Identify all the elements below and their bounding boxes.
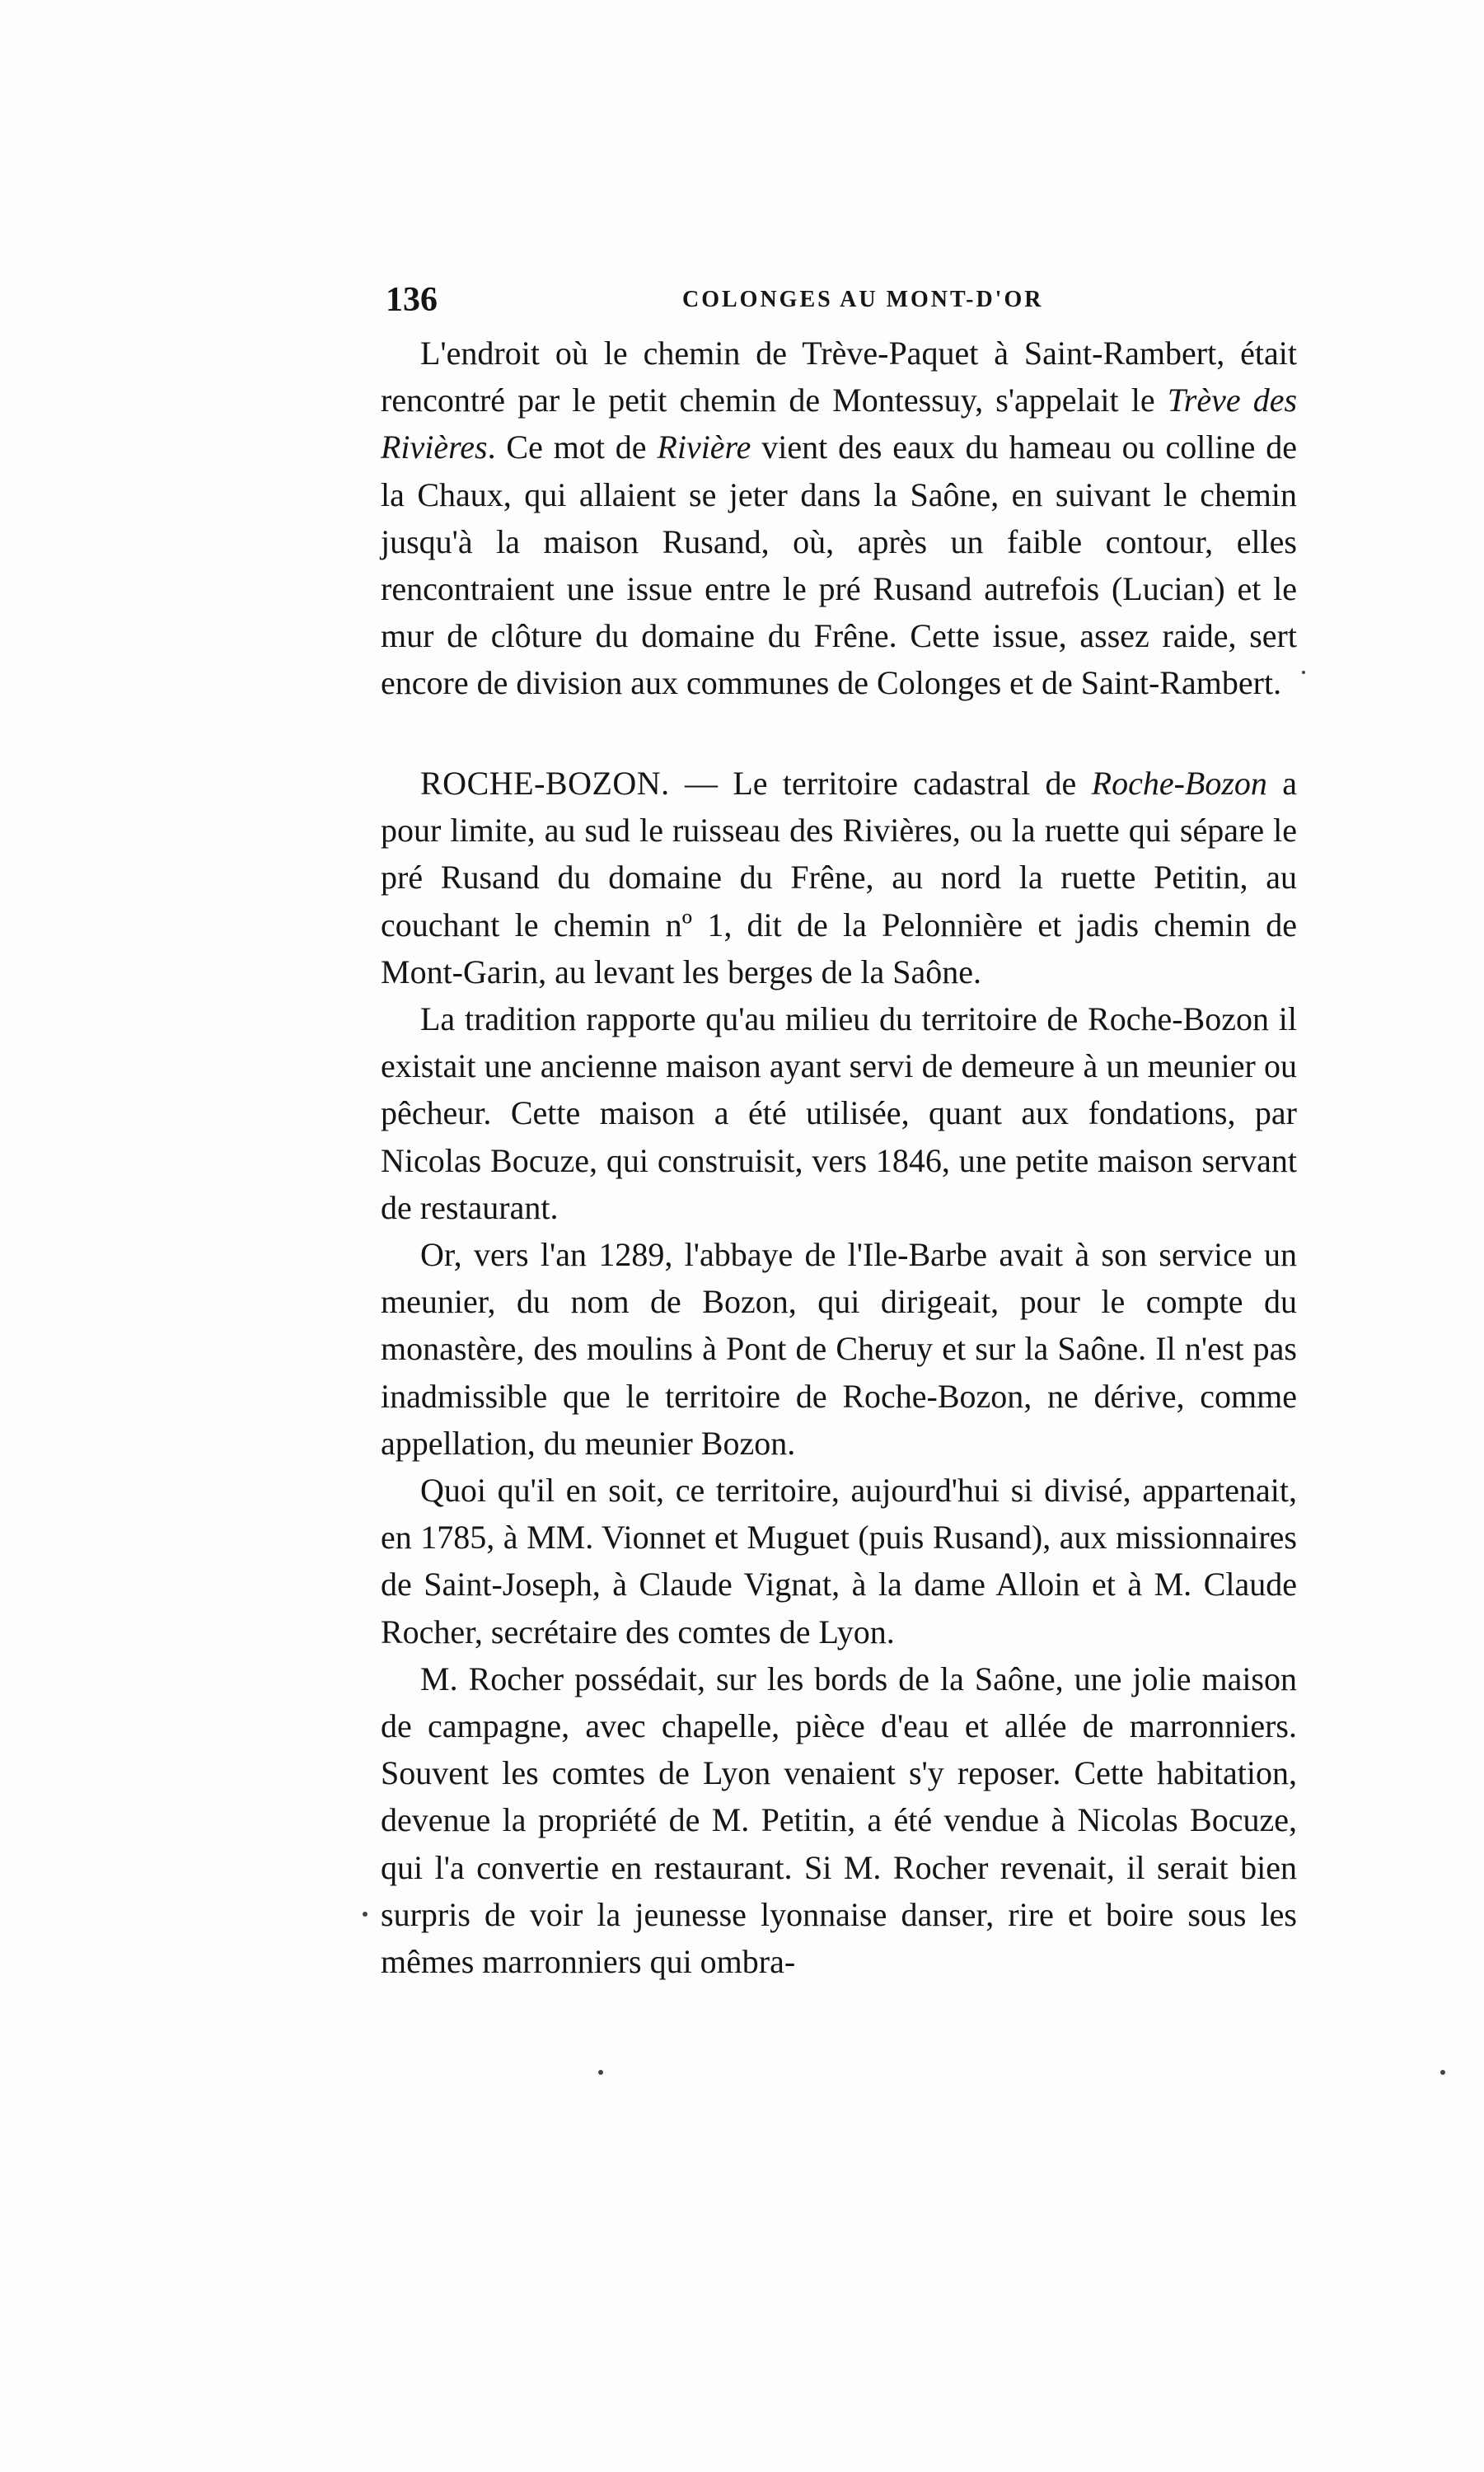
page-header (386, 280, 1300, 326)
paragraph-text: vient des eaux du hameau ou colline de la Chaux, qui allaient se jeter dans la Saône, en suivant le chemin jusqu'à la maison Rusand, où, après un faible contour, elles rencontraient une issue entre le pré Rusand autrefois (Lucian) et le mur de clôture du domaine du Frêne. Cette issue, assez raide, sert encore de division aux communes de Colonges et de Saint-Rambert. (381, 428, 1297, 702)
paragraph-abbaye: Or, vers l'an 1289, l'abbaye de l'Ile-Barbe avait à son service un meunier, du nom de Bozon, qui dirigeait, pour le compte du monastère, des moulins à Pont de Cheruy et sur la Saône. Il n'est pas inadmissible que le territoire de Roche-Bozon, ne dérive, comme appellation, du meunier Bozon. (381, 1236, 1297, 1462)
paragraph-text: L'endroit où le chemin de Trève-Paquet à Saint-Rambert, était rencontré par le petit chemin de Montessuy, s'appelait le (381, 335, 1297, 419)
paragraph-text: . Ce mot de (487, 428, 658, 466)
paragraph-tradition: La tradition rapporte qu'au milieu du territoire de Roche-Bozon il existait une ancienne maison ayant servi de demeure à un meunier ou pêcheur. Cette maison a été utilisée, quant aux fondations, par Nicolas Bocuze, qui construisit, vers 1846, une petite maison servant de restaurant. (381, 1000, 1297, 1226)
page-number: 136 (386, 281, 438, 319)
running-title: COLONGES AU MONT-D'OR (682, 287, 1044, 312)
italic-term: Trève des Rivières (381, 382, 1298, 466)
scan-speck (363, 1912, 367, 1917)
italic-term: Roche-Bozon (1091, 765, 1267, 802)
scan-speck (1440, 2070, 1445, 2075)
text-block-1 (381, 330, 1297, 707)
scan-speck (598, 2070, 603, 2075)
section-heading: ROCHE-BOZON. (420, 765, 670, 802)
scan-speck (1302, 671, 1305, 674)
italic-term: Rivière (657, 428, 751, 466)
paragraph-rocher: M. Rocher possédait, sur les bords de la Saône, une jolie maison de campagne, avec chapelle, pièce d'eau et allée de marronniers. Souvent les comtes de Lyon venaient s'y reposer. Cette habitation, devenue la propriété de M. Petitin, a été vendue à Nicolas Bocuze, qui l'a convertie en restaurant. Si M. Rocher revenait, il serait bien surpris de voir la jeunesse lyonnaise danser, rire et boire sous les mêmes marronniers qui ombra- (381, 1660, 1297, 1981)
paragraph-text: a pour limite, au sud le ruisseau des Rivières, ou la ruette qui sépare le pré Rusand du domaine du Frêne, au nord la ruette Petitin, au couchant le chemin nº 1, dit de la Pelonnière et jadis chemin de Mont-Garin, au levant les berges de la Saône. (381, 765, 1297, 990)
paragraph-text: — Le territoire cadastral de (669, 765, 1092, 802)
text-block-2 (381, 760, 1297, 1985)
paragraph-treve-des-rivieres (381, 330, 1297, 707)
paragraph-roche-bozon (381, 760, 1297, 995)
paragraph-territoire: Quoi qu'il en soit, ce territoire, aujourd'hui si divisé, appartenait, en 1785, à MM. Vionnet et Muguet (puis Rusand), aux missionnaires de Saint-Joseph, à Claude Vignat, à la dame Alloin et à M. Claude Rocher, secrétaire des comtes de Lyon. (381, 1472, 1297, 1650)
